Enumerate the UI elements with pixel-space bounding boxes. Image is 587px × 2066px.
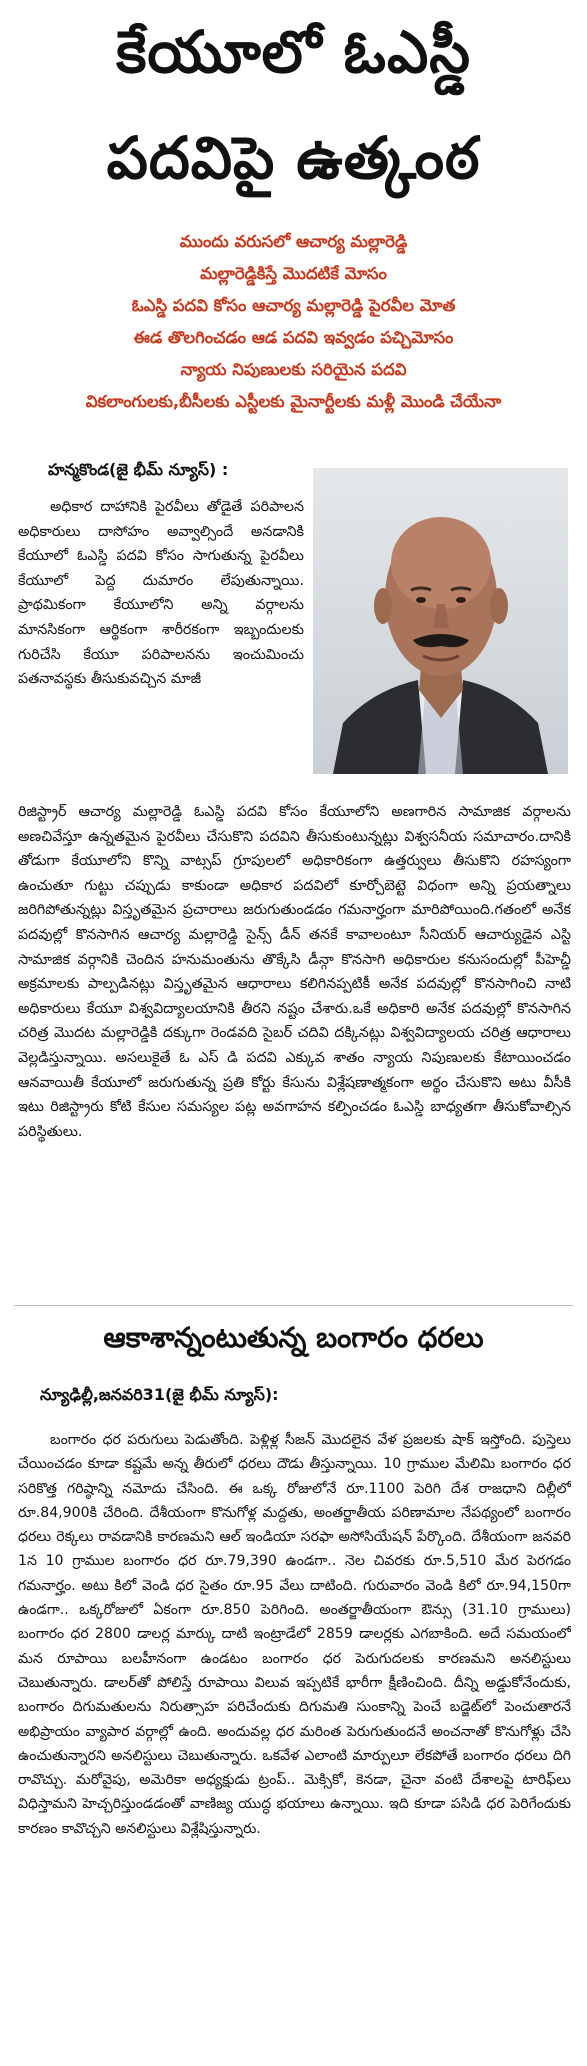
article1-body-column xyxy=(18,495,304,800)
article2-headline: ఆకాశాన్నంటుతున్న బంగారం ధరలు xyxy=(103,1321,484,1354)
article2-dateline: న్యూఢిల్లీ,జనవరి31(జై భీమ్ న్యూస్): xyxy=(40,1385,279,1404)
deck-line-3: ఓఎస్డి పదవి కోసం ఆచార్య మల్లారెడ్డి పైరవీల మోత xyxy=(131,296,456,315)
article1-paragraph-continued: రిజిస్ట్రార్ ఆచార్య మల్లారెడ్డి ఓఎస్డి పదవి కోసం కేయూలోని అణగారిన సామాజిక వర్గాలను అణచివేస్తూ ఉన్నతమైన పైరవీలు చేసుకొని పదవిని తీసుకుంటున్నట్లు విశ్వసనీయ సమాచారం.దానికి తోడుగా కేయూలోని కొన్ని వాట్సప్ గ్రూపులలో అధికారికంగా ఉత్తర్వులు తీసుకొని రహస్యంగా ఉంచుతూ గుట్టు చప్పుడు కాకుండా అధికార పదవిలో కూర్చోబెట్టె విధంగా అన్ని ప్రయత్నాలు జరిగిపోతున్నట్లు విస్తృతమైన ప్రచారాలు జరుగుతుండడం గమనార్హంగా మారిపోయింది.గతంలో అనేక పదవుల్లో కొనసాగిన ఆచార్య మల్లారెడ్డి సైన్స్ డీన్ తనకే కావాలంటూ సీనియర్ ఆచార్యుడైన ఎస్టి సామాజిక వర్గానికి చెందిన హనుమంతును తొక్కేసి డీన్గా కొనసాగి అధికారుల కనుసందుల్లో పీహెచ్డీ అక్రమాలకు పాల్పడినట్లు విస్తృతమైన ఆధారాలు కలిగినప్పటికీ అనేక పదవుల్లో కొనసాగించి నాటి అధికారులు కేయూ విశ్వవిద్యాలయానికి తీరని నష్టం చేశారు.ఒకే అధికారి అనేక పదవుల్లో కొనసాగిన చరిత్ర మొదట మల్లారెడ్డికి దక్కుగా రెండవది సైబర్ చదివి దక్కినట్లు విశ్వవిద్యాలయ చరిత్ర ఆధారాలు వెల్లడిస్తున్నాయి. అసలుకైతే ఓ ఎస్ డి పదవి ఎక్కువ శాతం న్యాయ నిపుణులకు కేటాయించడం ఆనవాయితీ కేయూలో జరుగుతున్న ప్రతి కోర్టు కేసును విశ్లేషణాత్మకంగా అర్థం చేసుకొని అటు వీసీకి ఇటు రిజిస్ట్రారు కోటి కేసుల సమస్యల పట్ల అవగాహన కల్పించడం ఓఎస్డి బాధ్యతగా తీసుకోవాల్సిన పరిస్థితులు. xyxy=(18,804,571,1140)
deck-line-2: మల్లారెడ్డికిస్తే మొదటికే మోసం xyxy=(200,264,387,283)
deck-line-1: ముందు వరుసలో ఆచార్య మల్లారెడ్డి xyxy=(179,232,408,251)
section-divider xyxy=(14,1305,573,1306)
portrait-image xyxy=(313,468,568,774)
article1-body-full xyxy=(18,800,571,1270)
article1-paragraph-start: అధికార దాహానికి పైరవీలు తోడైతే పరిపాలన అధికారులు దాసోహం అవ్వాల్సిందే అనడానికి కేయూలో ఓఎస్డి పదవి కోసం సాగుతున్న పైరవీలు కేయూలో పెద్ద దుమారం లేపుతున్నాయి. ప్రాథమికంగా కేయూలోని అన్ని వర్గాలను మానసికంగా ఆర్థికంగా శారీరకంగా ఇబ్బందులకు గురిచేసి కేయూ పరిపాలనను ఇంచుమించు పతనావస్థకు తీసుకువచ్చిన మాజీ xyxy=(18,499,304,688)
main-headline-line-2: పదవిపై ఉత్కంఠ xyxy=(106,124,481,192)
main-headline-line-1: కేయూలో ఓఎస్డీ xyxy=(116,18,471,86)
portrait-photo xyxy=(313,468,568,774)
article2-paragraph: బంగారం ధర పరుగులు పెడుతోంది. పెళ్లిళ్ల సీజన్ మొదలైన వేళ ప్రజలకు షాక్ ఇస్తోంది. పుస్తెలు చేయించడం కూడా కష్టమే అన్న తీరులో ధరలు దౌడు తీస్తున్నాయి. 10 గ్రాముల మేలిమి బంగారం ధర సరికొత్త గరిష్ఠాన్ని నమోదు చేసింది. ఈ ఒక్క రోజులోనే రూ.1100 పెరిగి దేశ రాజధాని దిల్లీలో రూ.84,900కి చేరింది. దేశీయంగా కొనుగోళ్ల మద్దతు, అంతర్జాతీయ పరిణామాల నేపథ్యంలో బంగారం ధరలు రెక్కలు రావడానికి కారణమని ఆల్ ఇండియా సరఫా అసోసియేషన్ పేర్కొంది. దేశీయంగా జనవరి 1న 10 గ్రాముల బంగారం ధర రూ.79,390 ఉండగా.. నెల చివరకు రూ.5,510 మేర పెరగడం గమనార్హం. అటు కిలో వెండి ధర సైతం రూ.95 వేలు దాటింది. గురువారం వెండి కిలో రూ.94,150గా ఉండగా.. ఒక్కరోజులో ఏకంగా రూ.850 పెరిగింది. అంతర్జాతీయంగా ఔన్సు (31.10 గ్రాములు) బంగారం ధర 2800 డాలర్ల మార్కు దాటి ఇంట్రాడేలో 2859 డాలర్లకు ఎగబాకింది. అదే సమయంలో మన రూపాయి బలహీనంగా ఉండటం బంగారం ధర పెరుగుదలకు కారణమని అనలిస్టులు చెబుతున్నారు. డాలర్‌తో పోలిస్తే రూపాయి విలువ ఇప్పటికే భారీగా క్షీణించింది. దీన్ని అడ్డుకోనేందుకు, బంగారం దిగుమతులను నిరుత్సాహ పరిచేందుకు దిగుమతి సుంకాన్ని పెంచే బడ్జెట్‌లో పెంచుతారనే అభిప్రాయం వ్యాపార వర్గాల్లో ఉంది. అందువల్ల ధర మరింత పెరుగుతుందనే అంచనాతో కొనుగోళ్లు చేసి ఉంచుతున్నారని అనలిస్టులు చెబుతున్నారు. ఒకవేళ ఎలాంటి మార్పులూ లేకపోతే బంగారం ధరలు దిగి రావొచ్చు. మరోవైపు, అమెరికా అధ్యక్షుడు ట్రంప్.. మెక్సికో, కెనడా, చైనా వంటి దేశాలపై టారిఫ్‌లు విధిస్తామని హెచ్చరిస్తుండడంతో వాణిజ్య యుద్ధ భయాలు ఉన్నాయి. ఇది కూడా పసిడి ధర పెరిగేందుకు కారణం కావొచ్చని అనలిస్టులు విశ్లేషిస్తున్నారు. xyxy=(18,1432,571,1837)
deck-line-4: ఈడ తొలగించడం ఆడ పదవి ఇవ్వడం పచ్చిమోసం xyxy=(133,328,454,347)
deck-line-5: న్యాయ నిపుణులకు సరియైన పదవి xyxy=(180,360,407,379)
article1-dateline: హన్మకొండ(జై భీమ్ న్యూస్) : xyxy=(48,460,229,479)
subheadline-deck xyxy=(12,226,575,418)
deck-line-6: వికలాంగులకు,బీసీలకు ఎస్టీలకు మైనార్టీలకు మళ్లీ మొండి చేయేనా xyxy=(85,392,502,411)
article2-body xyxy=(18,1428,571,2048)
